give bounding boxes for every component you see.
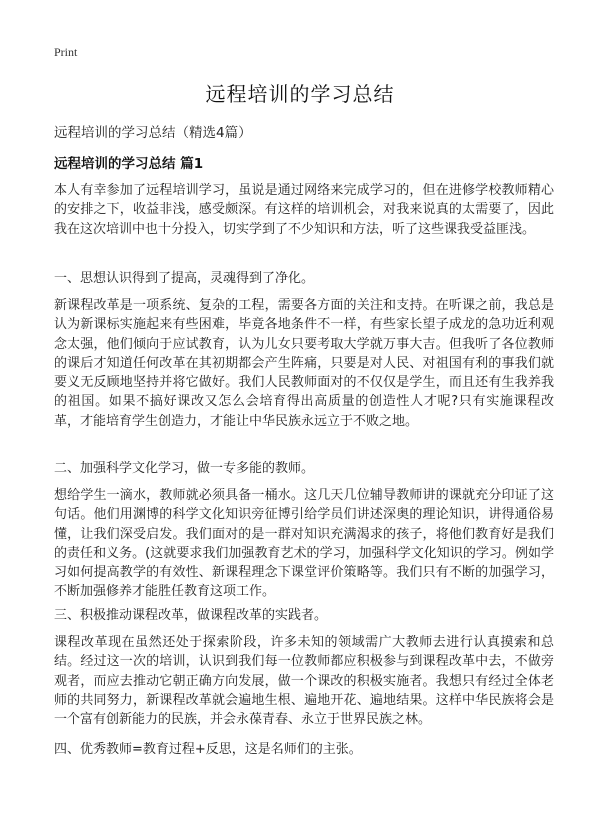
subtitle: 远程培训的学习总结（精选4篇） — [54, 125, 252, 141]
point-three-paragraph: 课程改革现在虽然还处于探索阶段，许多未知的领域需广大教师去进行认真摸索和总结。经过这一次的培训，认识到我们每一位教师都应积极参与到课程改革中去，不做旁观者，而应去推动它朝正确方向发展，做一个课改的积极实施者。我想只有经过全体老师的共同努力，新课程改革就会遍地生根、遍地开花、遍地结果。这样中华民族将会是一个富有创新能力的民族，并会永葆青春、永立于世界民族之林。 — [54, 635, 554, 728]
point-four-heading: 四、优秀教师=教育过程+反思，这是名师们的主张。 — [54, 742, 362, 757]
intro-paragraph: 本人有幸参加了远程培训学习，虽说是通过网络来完成学习的，但在进修学校教师精心的安排之下，收益非浅，感受颇深。有这样的培训机会，对我来说真的太需要了，因此我在这次培训中也十分投入，切实学到了不少知识和方法，听了这些课我受益匪浅。 — [54, 183, 554, 237]
point-two-paragraph: 想给学生一滴水，教师就必须具备一桶水。这几天几位辅导教师讲的课就充分印证了这句话。他们用渊博的科学文化知识旁征博引给学员们讲述深奥的理论知识，讲得通俗易懂，让我们深受启发。我们面对的是一群对知识充满渴求的孩子，将他们教育好是我们的责任和义务。(这就要求我们加强教育艺术的学习，加强科学文化知识的学习。例如学习如何提高教学的有效性、新课程理念下课堂评价策略等。我们只有不断的加强学习，不断加强修养才能胜任教育这项工作。 — [54, 488, 554, 600]
print-link[interactable]: Print — [54, 45, 78, 59]
point-one-heading: 一、思想认识得到了提高，灵魂得到了净化。 — [54, 271, 315, 286]
page-title: 远程培训的学习总结 — [205, 82, 395, 106]
point-one-paragraph: 新课程改革是一项系统、复杂的工程，需要各方面的关注和支持。在听课之前，我总是认为新课标实施起来有些困难，毕竟各地条件不一样，有些家长望子成龙的急功近利观念太强，他们倾向于应试教育，认为儿女只要考取大学就万事大吉。但我听了各位教师的课后才知道任何改革在其初期都会产生阵痛，只要是对人民、对祖国有利的事我们就要义无反顾地坚持并将它做好。我们人民教师面对的不仅仅是学生，而且还有生我养我的祖国。如果不搞好课改又怎么会培育得出高质量的创造性人才呢?只有实施课程改革，才能培育学生创造力，才能让中华民族永远立于不败之地。 — [54, 298, 554, 429]
point-two-heading: 二、加强科学文化学习，做一专多能的教师。 — [54, 461, 315, 476]
point-three-heading: 三、积极推动课程改革，做课程改革的实践者。 — [54, 608, 328, 623]
section-heading: 远程培训的学习总结 篇1 — [54, 156, 204, 172]
